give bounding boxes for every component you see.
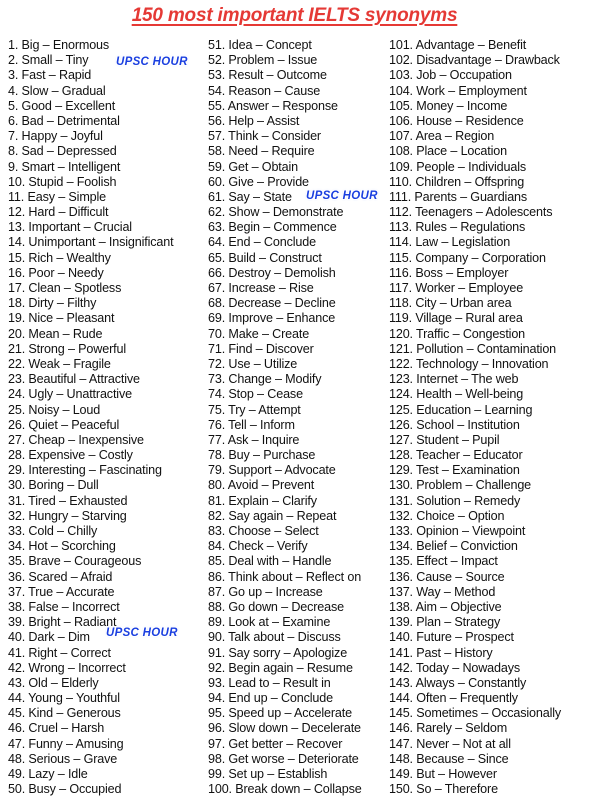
synonym-item: 39. Bright – Radiant (8, 615, 117, 630)
synonym-item: 133. Opinion – Viewpoint (389, 524, 526, 538)
synonym-item: 98. Get worse – Deteriorate (208, 751, 359, 766)
synonym-item: 7. Happy – Joyful (8, 129, 103, 144)
synonym-item: 1. Big – Enormous (8, 38, 110, 52)
synonym-item: 122. Technology – Innovation (389, 356, 549, 371)
synonym-item: 137. Way – Method (389, 584, 496, 599)
synonym-item: 23. Beautiful – Attractive (8, 372, 140, 387)
synonym-item: 48. Serious – Grave (8, 751, 118, 766)
watermark-logo: UPSC HOUR (106, 627, 178, 639)
synonym-item: 143. Always – Constantly (389, 675, 527, 690)
synonym-item: 127. Student – Pupil (389, 432, 500, 447)
synonym-item: 134. Belief – Conviction (389, 539, 518, 554)
synonym-item: 125. Education – Learning (389, 402, 533, 417)
synonym-item: 119. Village – Rural area (389, 311, 523, 326)
synonym-item: 11. Easy – Simple (8, 189, 107, 204)
synonym-item: 112. Teenagers – Adolescents (389, 205, 553, 220)
synonym-item: 111. Parents – Guardians (389, 189, 528, 204)
synonym-item: 85. Deal with – Handle (208, 554, 332, 569)
synonym-item: 99. Set up – Establish (208, 767, 328, 781)
synonym-item: 22. Weak – Fragile (8, 356, 111, 371)
synonym-item: 8. Sad – Depressed (8, 144, 117, 159)
synonym-item: 26. Quiet – Peaceful (8, 417, 120, 432)
synonym-item: 37. True – Accurate (8, 584, 115, 599)
synonym-item: 5. Good – Excellent (8, 98, 116, 113)
synonym-item: 10. Stupid – Foolish (8, 174, 117, 189)
synonym-item: 66. Destroy – Demolish (208, 265, 336, 280)
synonym-item: 32. Hungry – Starving (8, 508, 127, 523)
synonym-item: 74. Stop – Cease (208, 387, 303, 402)
synonym-column-2 (208, 38, 362, 797)
synonym-item: 148. Because – Since (389, 751, 509, 766)
synonym-item: 58. Need – Require (208, 144, 315, 159)
synonym-item: 28. Expensive – Costly (8, 448, 133, 463)
synonym-item: 56. Help – Assist (208, 113, 300, 128)
synonym-item: 45. Kind – Generous (8, 706, 121, 721)
synonym-item: 54. Reason – Cause (208, 83, 321, 98)
synonym-item: 138. Aim – Objective (389, 599, 502, 614)
synonym-item: 18. Dirty – Filthy (8, 296, 97, 311)
synonym-item: 3. Fast – Rapid (8, 68, 92, 83)
synonym-item: 80. Avoid – Prevent (208, 478, 315, 493)
synonym-item: 93. Lead to – Result in (208, 675, 331, 690)
synonym-item: 102. Disadvantage – Drawback (389, 53, 560, 68)
synonym-item: 86. Think about – Reflect on (208, 569, 362, 584)
synonym-item: 121. Pollution – Contamination (389, 341, 557, 356)
synonym-item: 103. Job – Occupation (389, 68, 512, 83)
synonym-column-1 (8, 38, 173, 797)
synonym-item: 52. Problem – Issue (208, 53, 318, 68)
synonym-item: 61. Say – State (208, 189, 292, 204)
synonym-item: 43. Old – Elderly (8, 675, 99, 690)
synonym-item: 83. Choose – Select (208, 524, 319, 538)
synonym-item: 115. Company – Corporation (389, 250, 546, 265)
synonym-item: 136. Cause – Source (389, 569, 505, 584)
synonym-item: 116. Boss – Employer (389, 265, 509, 280)
synonym-item: 36. Scared – Afraid (8, 569, 113, 584)
synonym-item: 65. Build – Construct (208, 250, 322, 265)
synonym-item: 147. Never – Not at all (389, 736, 511, 751)
synonym-item: 27. Cheap – Inexpensive (8, 432, 144, 447)
synonym-item: 113. Rules – Regulations (389, 220, 526, 235)
synonym-item: 4. Slow – Gradual (8, 83, 106, 98)
synonym-item: 38. False – Incorrect (8, 599, 120, 614)
synonym-item: 20. Mean – Rude (8, 326, 103, 341)
synonym-item: 123. Internet – The web (389, 372, 519, 387)
synonym-item: 96. Slow down – Decelerate (208, 721, 361, 736)
synonym-item: 6. Bad – Detrimental (8, 113, 120, 128)
synonym-item: 124. Health – Well-being (389, 387, 524, 402)
synonym-item: 72. Use – Utilize (208, 356, 298, 371)
synonym-item: 68. Decrease – Decline (208, 296, 336, 311)
synonym-item: 70. Make – Create (208, 326, 310, 341)
synonym-item: 19. Nice – Pleasant (8, 311, 115, 326)
synonym-item: 135. Effect – Impact (389, 554, 498, 569)
synonym-item: 118. City – Urban area (389, 296, 512, 311)
synonym-item: 131. Solution – Remedy (389, 493, 521, 508)
synonym-item: 95. Speed up – Accelerate (208, 706, 352, 721)
synonym-item: 141. Past – History (389, 645, 493, 660)
synonym-item: 77. Ask – Inquire (208, 432, 300, 447)
synonym-item: 101. Advantage – Benefit (389, 38, 527, 52)
synonym-item: 139. Plan – Strategy (389, 615, 501, 630)
synonym-item: 104. Work – Employment (389, 83, 527, 98)
synonym-item: 149. But – However (389, 767, 497, 781)
synonym-item: 142. Today – Nowadays (389, 660, 521, 675)
synonym-item: 76. Tell – Inform (208, 417, 295, 432)
page-title: 150 most important IELTS synonyms (131, 5, 458, 26)
synonym-item: 92. Begin again – Resume (208, 660, 353, 675)
synonym-item: 51. Idea – Concept (208, 38, 312, 52)
synonym-item: 82. Say again – Repeat (208, 508, 337, 523)
synonym-item: 42. Wrong – Incorrect (8, 660, 126, 675)
synonym-item: 55. Answer – Response (208, 98, 338, 113)
synonym-item: 107. Area – Region (389, 129, 495, 144)
synonym-item: 44. Young – Youthful (8, 691, 120, 706)
synonym-item: 140. Future – Prospect (389, 630, 514, 645)
synonym-item: 21. Strong – Powerful (8, 341, 126, 356)
synonym-item: 16. Poor – Needy (8, 265, 104, 280)
synonym-item: 97. Get better – Recover (208, 736, 343, 751)
synonym-item: 30. Boring – Dull (8, 478, 99, 493)
synonym-item: 57. Think – Consider (208, 129, 321, 144)
synonym-item: 110. Children – Offspring (389, 174, 525, 189)
synonym-item: 120. Traffic – Congestion (389, 326, 526, 341)
synonym-item: 88. Go down – Decrease (208, 599, 345, 614)
synonym-item: 47. Funny – Amusing (8, 736, 124, 751)
synonym-item: 105. Money – Income (389, 98, 508, 113)
synonym-item: 12. Hard – Difficult (8, 205, 109, 220)
synonym-item: 89. Look at – Examine (208, 615, 331, 630)
synonym-item: 69. Improve – Enhance (208, 311, 336, 326)
synonym-item: 150. So – Therefore (389, 782, 498, 797)
synonym-item: 145. Sometimes – Occasionally (389, 706, 562, 721)
synonym-item: 75. Try – Attempt (208, 402, 301, 417)
synonym-item: 9. Smart – Intelligent (8, 159, 121, 174)
synonym-item: 53. Result – Outcome (208, 68, 327, 83)
synonym-item: 41. Right – Correct (8, 645, 111, 660)
synonym-item: 25. Noisy – Loud (8, 402, 101, 417)
synonym-item: 91. Say sorry – Apologize (208, 645, 348, 660)
synonym-item: 40. Dark – Dim (8, 630, 90, 645)
synonym-item: 14. Unimportant – Insignificant (8, 235, 174, 250)
synonym-item: 49. Lazy – Idle (8, 767, 88, 781)
synonym-item: 132. Choice – Option (389, 508, 505, 523)
synonym-item: 87. Go up – Increase (208, 584, 323, 599)
synonym-item: 130. Problem – Challenge (389, 478, 532, 493)
synonym-item: 29. Interesting – Fascinating (8, 463, 162, 478)
synonym-item: 63. Begin – Commence (208, 220, 337, 235)
synonym-item: 106. House – Residence (389, 113, 524, 128)
synonym-item: 2. Small – Tiny (8, 53, 89, 68)
synonym-item: 79. Support – Advocate (208, 463, 336, 478)
synonym-item: 15. Rich – Wealthy (8, 250, 111, 265)
synonym-item: 50. Busy – Occupied (8, 782, 122, 797)
synonym-item: 33. Cold – Chilly (8, 524, 98, 538)
synonym-item: 13. Important – Crucial (8, 220, 132, 235)
synonym-item: 94. End up – Conclude (208, 691, 333, 706)
synonym-item: 129. Test – Examination (389, 463, 520, 478)
synonym-item: 144. Often – Frequently (389, 691, 518, 706)
synonym-item: 35. Brave – Courageous (8, 554, 142, 569)
synonym-item: 108. Place – Location (389, 144, 507, 159)
synonym-item: 17. Clean – Spotless (8, 281, 122, 295)
synonym-item: 59. Get – Obtain (208, 159, 299, 174)
synonym-item: 84. Check – Verify (208, 539, 308, 554)
synonym-item: 146. Rarely – Seldom (389, 721, 508, 736)
synonym-item: 71. Find – Discover (208, 341, 314, 356)
synonym-item: 46. Cruel – Harsh (8, 721, 105, 736)
synonym-item: 90. Talk about – Discuss (208, 630, 341, 645)
synonym-item: 81. Explain – Clarify (208, 493, 317, 508)
synonym-item: 117. Worker – Employee (389, 281, 524, 295)
synonym-item: 126. School – Institution (389, 417, 520, 432)
synonym-item: 73. Change – Modify (208, 372, 322, 387)
watermark-logo: UPSC HOUR (116, 56, 188, 68)
synonym-item: 64. End – Conclude (208, 235, 316, 250)
synonym-item: 128. Teacher – Educator (389, 448, 523, 463)
synonym-item: 60. Give – Provide (208, 174, 309, 189)
synonym-item: 67. Increase – Rise (208, 281, 314, 295)
synonym-item: 24. Ugly – Unattractive (8, 387, 132, 402)
synonym-column-3 (389, 38, 561, 797)
synonym-item: 78. Buy – Purchase (208, 448, 316, 463)
synonym-item: 31. Tired – Exhausted (8, 493, 128, 508)
synonym-item: 34. Hot – Scorching (8, 539, 116, 554)
synonym-item: 114. Law – Legislation (389, 235, 511, 250)
synonym-item: 109. People – Individuals (389, 159, 526, 174)
synonym-item: 62. Show – Demonstrate (208, 205, 344, 220)
synonym-item: 100. Break down – Collapse (208, 782, 362, 797)
watermark-logo: UPSC HOUR (306, 190, 378, 202)
